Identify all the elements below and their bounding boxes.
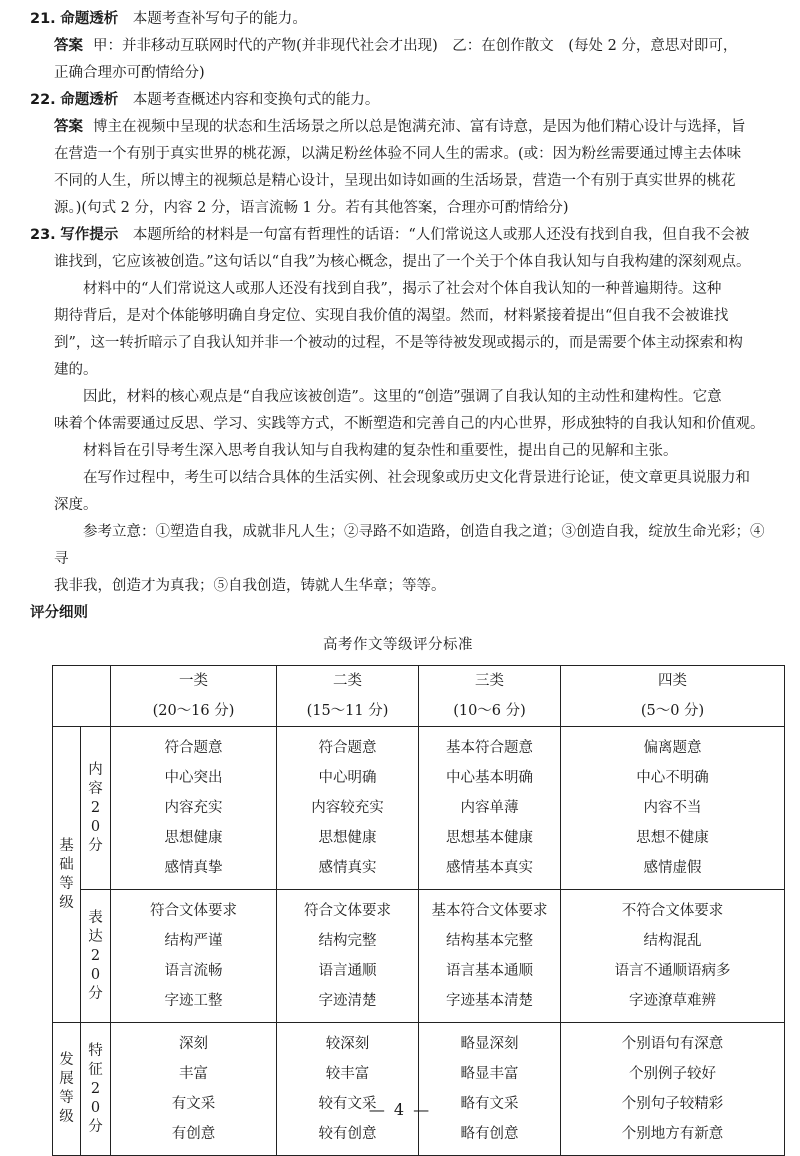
q22-answer-line: 博主在视频中呈现的状态和生活场景之所以总是饱满充沛、富有诗意，是因为他们精心设计与选择，旨 [93,119,746,135]
table-cell: 略显深刻 略显丰富 略有文采 略有创意 [419,1023,561,1156]
table-header-cell: 二类 (15～11 分) [277,666,419,727]
q21-answer-label: 答案 [54,38,83,54]
row-label-expression: 表达20分 [81,890,111,1023]
scoring-title: 评分细则 [30,605,88,621]
q22-answer-line: 源。)(句式 2 分，内容 2 分，语言流畅 1 分。若有其他答案，合理亦可酌情给分) [54,200,569,216]
table-corner-cell [53,666,111,727]
q22-label: 命题透析 [60,92,119,108]
q23-body [30,249,766,600]
q23-para-line: 深度。 [54,497,98,513]
q22-number: 22. [30,92,56,108]
q23-para-line: 我非我，创造才为真我；⑤自我创造，铸就人生华章；等等。 [54,578,446,594]
table-cell: 符合文体要求 结构严谨 语言流畅 字迹工整 [111,890,277,1023]
q22-answer-line: 在营造一个有别于真实世界的桃花源，以满足粉丝体验不同人生的需求。(或：因为粉丝需要通过博主去体味 [54,146,742,162]
q23-para-line: 材料中的“人们常说这人或那人还没有找到自我”，揭示了社会对个体自我认知的一种普遍期待。这种 [83,281,722,297]
table-cell: 符合题意 中心突出 内容充实 思想健康 感情真挚 [111,727,277,890]
q21-text: 本题考查补写句子的能力。 [132,11,307,27]
q21-answer-line: 甲：并非移动互联网时代的产物(并非现代社会才出现) 乙：在创作散文 (每处 2 分，意思对即可， [93,38,738,54]
table-cell: 较深刻 较丰富 较有文采 较有创意 [277,1023,419,1156]
table-cell: 基本符合题意 中心基本明确 内容单薄 思想基本健康 感情基本真实 [419,727,561,890]
q23-para-line: 参考立意：①塑造自我，成就非凡人生；②寻路不如造路，创造自我之道；③创造自我，绽放生命光彩；④寻 [54,524,765,567]
scoring-table [52,665,785,1156]
q22-answer [30,114,766,222]
q22-heading [30,87,766,114]
table-cell: 个别语句有深意 个别例子较好 个别句子较精彩 个别地方有新意 [561,1023,785,1156]
table-header-cell: 一类 (20～16 分) [111,666,277,727]
q21-answer [30,33,766,87]
table-header-row [53,666,785,727]
table-row [53,727,785,890]
row-label-content: 内容20分 [81,727,111,890]
q22-answer-label: 答案 [54,119,83,135]
q23-para-line: 在写作过程中，考生可以结合具体的生活实例、社会现象或历史文化背景进行论证，使文章更具说服力和 [83,470,750,486]
table-cell: 深刻 丰富 有文采 有创意 [111,1023,277,1156]
q23-text: 本题所给的材料是一句富有哲理性的话语：“人们常说这人或那人还没有找到自我，但自我不会被 [132,227,750,243]
q23-para-line: 味着个体需要通过反思、学习、实践等方式，不断塑造和完善自己的内心世界，形成独特的自我认知和价值观。 [54,416,765,432]
table-row [53,1023,785,1156]
page-number: — 4 — [368,1100,432,1119]
table-cell: 不符合文体要求 结构混乱 语言不通顺语病多 字迹潦草难辨 [561,890,785,1023]
row-label-feature: 特征20分 [81,1023,111,1156]
q21-answer-line: 正确合理亦可酌情给分) [54,65,205,81]
q23-heading [30,222,766,249]
table-header-cell: 三类 (10～6 分) [419,666,561,727]
group-label-basic: 基础等级 [53,727,81,1023]
q23-para-line: 因此，材料的核心观点是“自我应该被创造”。这里的“创造”强调了自我认知的主动性和建构性。它意 [83,389,722,405]
table-cell: 基本符合文体要求 结构基本完整 语言基本通顺 字迹基本清楚 [419,890,561,1023]
q23-line: 谁找到，它应该被创造。”这句话以“自我”为核心概念，提出了一个关于个体自我认知与自我构建的深刻观点。 [54,254,751,270]
q23-para-line: 期待背后，是对个体能够明确自身定位、实现自我价值的渴望。然而，材料紧接着提出“但自我不会被谁找 [54,308,729,324]
q21-label: 命题透析 [60,11,119,27]
table-title: 高考作文等级评分标准 [323,637,473,653]
q23-para-line: 材料旨在引导考生深入思考自我认知与自我构建的复杂性和重要性，提出自己的见解和主张。 [83,443,678,459]
q23-number: 23. [30,227,56,243]
q21-heading [30,6,766,33]
table-cell: 偏离题意 中心不明确 内容不当 思想不健康 感情虚假 [561,727,785,890]
q23-para-line: 到”，这一转折暗示了自我认知并非一个被动的过程，不是等待被发现或揭示的，而是需要个体主动探索和构 [54,335,743,351]
table-cell: 符合题意 中心明确 内容较充实 思想健康 感情真实 [277,727,419,890]
q23-label: 写作提示 [60,227,119,243]
group-label-development: 发展等级 [53,1023,81,1156]
table-row [53,890,785,1023]
q22-text: 本题考查概述内容和变换句式的能力。 [132,92,380,108]
table-cell: 符合文体要求 结构完整 语言通顺 字迹清楚 [277,890,419,1023]
q22-answer-line: 不同的人生，所以博主的视频总是精心设计，呈现出如诗如画的生活场景，营造一个有别于真实世界的桃花 [54,173,736,189]
q23-para-line: 建的。 [54,362,98,378]
table-header-cell: 四类 (5～0 分) [561,666,785,727]
q21-number: 21. [30,11,56,27]
